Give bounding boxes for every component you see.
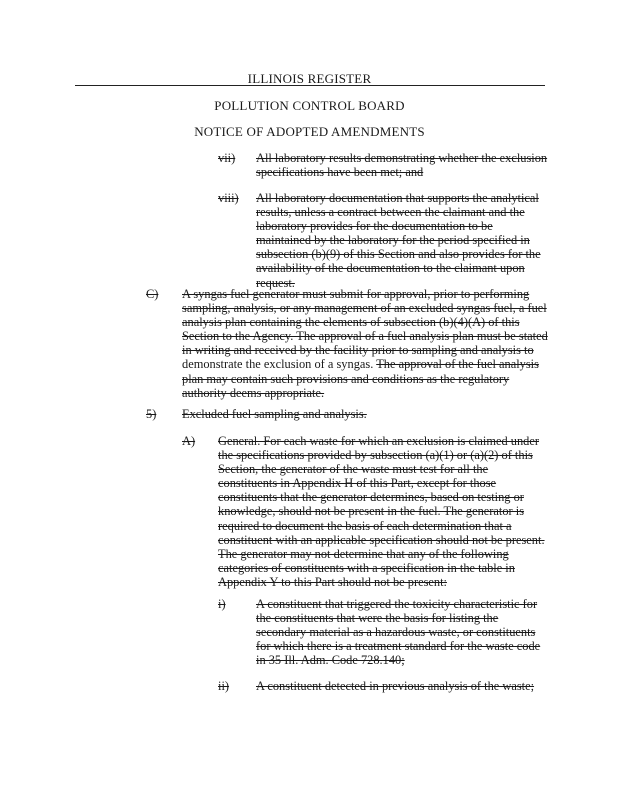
item-text-viii: All laboratory documentation that supports the analytical results, unless a contract between the claimant and the laboratory provides for the documentation to be maintained by the laboratory for the period specified in subsection (b)(9) of this Section and also provides for the availability of the documentation to the claimant upon request.: [256, 191, 541, 290]
item-text-ii: A constituent detected in previous analysis of the waste;: [256, 679, 535, 693]
c-struck-2: The approval of the fuel analysis plan may contain such provisions and conditions as the regulatory authority deems appropriate.: [182, 357, 539, 400]
item-label-vii: vii): [218, 151, 236, 165]
board-title: POLLUTION CONTROL BOARD: [214, 98, 405, 113]
register-title: ILLINOIS REGISTER: [247, 71, 372, 86]
item-text-5: Excluded fuel sampling and analysis.: [182, 407, 367, 421]
header-rule: [75, 85, 545, 86]
c-struck-1: A syngas fuel generator must submit for approval, prior to performing sampling, analysis, or any management of an excluded syngas fuel, a fuel analysis plan containing the elements of subsection (b)(4)(A) of this Section to the Agency. The approval of a fuel analysis plan must be stated in writing and received by the facility prior to sampling and analysis to: [182, 287, 548, 358]
item-label-i: i): [218, 597, 226, 611]
notice-title: NOTICE OF ADOPTED AMENDMENTS: [194, 124, 425, 139]
item-text-C: [182, 287, 548, 400]
c-plain: demonstrate the exclusion of a syngas.: [182, 357, 374, 372]
item-text-i: A constituent that triggered the toxicity characteristic for the constituents that were the basis for listing the secondary material as a hazardous waste, or constituents for which there is a treatment standard for the waste code in 35 Ill. Adm. Code 728.140;: [256, 597, 541, 668]
item-label-C: C): [146, 287, 159, 301]
item-label-ii: ii): [218, 679, 230, 693]
item-label-A: A): [182, 434, 196, 448]
item-text-vii: All laboratory results demonstrating whether the exclusion specifications have been met; and: [256, 151, 548, 180]
item-text-A: General. For each waste for which an exclusion is claimed under the specifications provided by subsection (a)(1) or (a)(2) of this Section, the generator of the waste must test for all the constituents in Appendix H of this Part, except for those constituents that the generator determines, based on testing or knowledge, should not be present in the fuel. The generator is required to document the basis of each determination that a constituent with an applicable specification should not be present. The generator may not determine that any of the following categories of constituents with a specification in the table in Appendix Y to this Part should not be present:: [218, 434, 545, 589]
item-label-viii: viii): [218, 191, 239, 205]
item-label-5: 5): [146, 407, 157, 421]
